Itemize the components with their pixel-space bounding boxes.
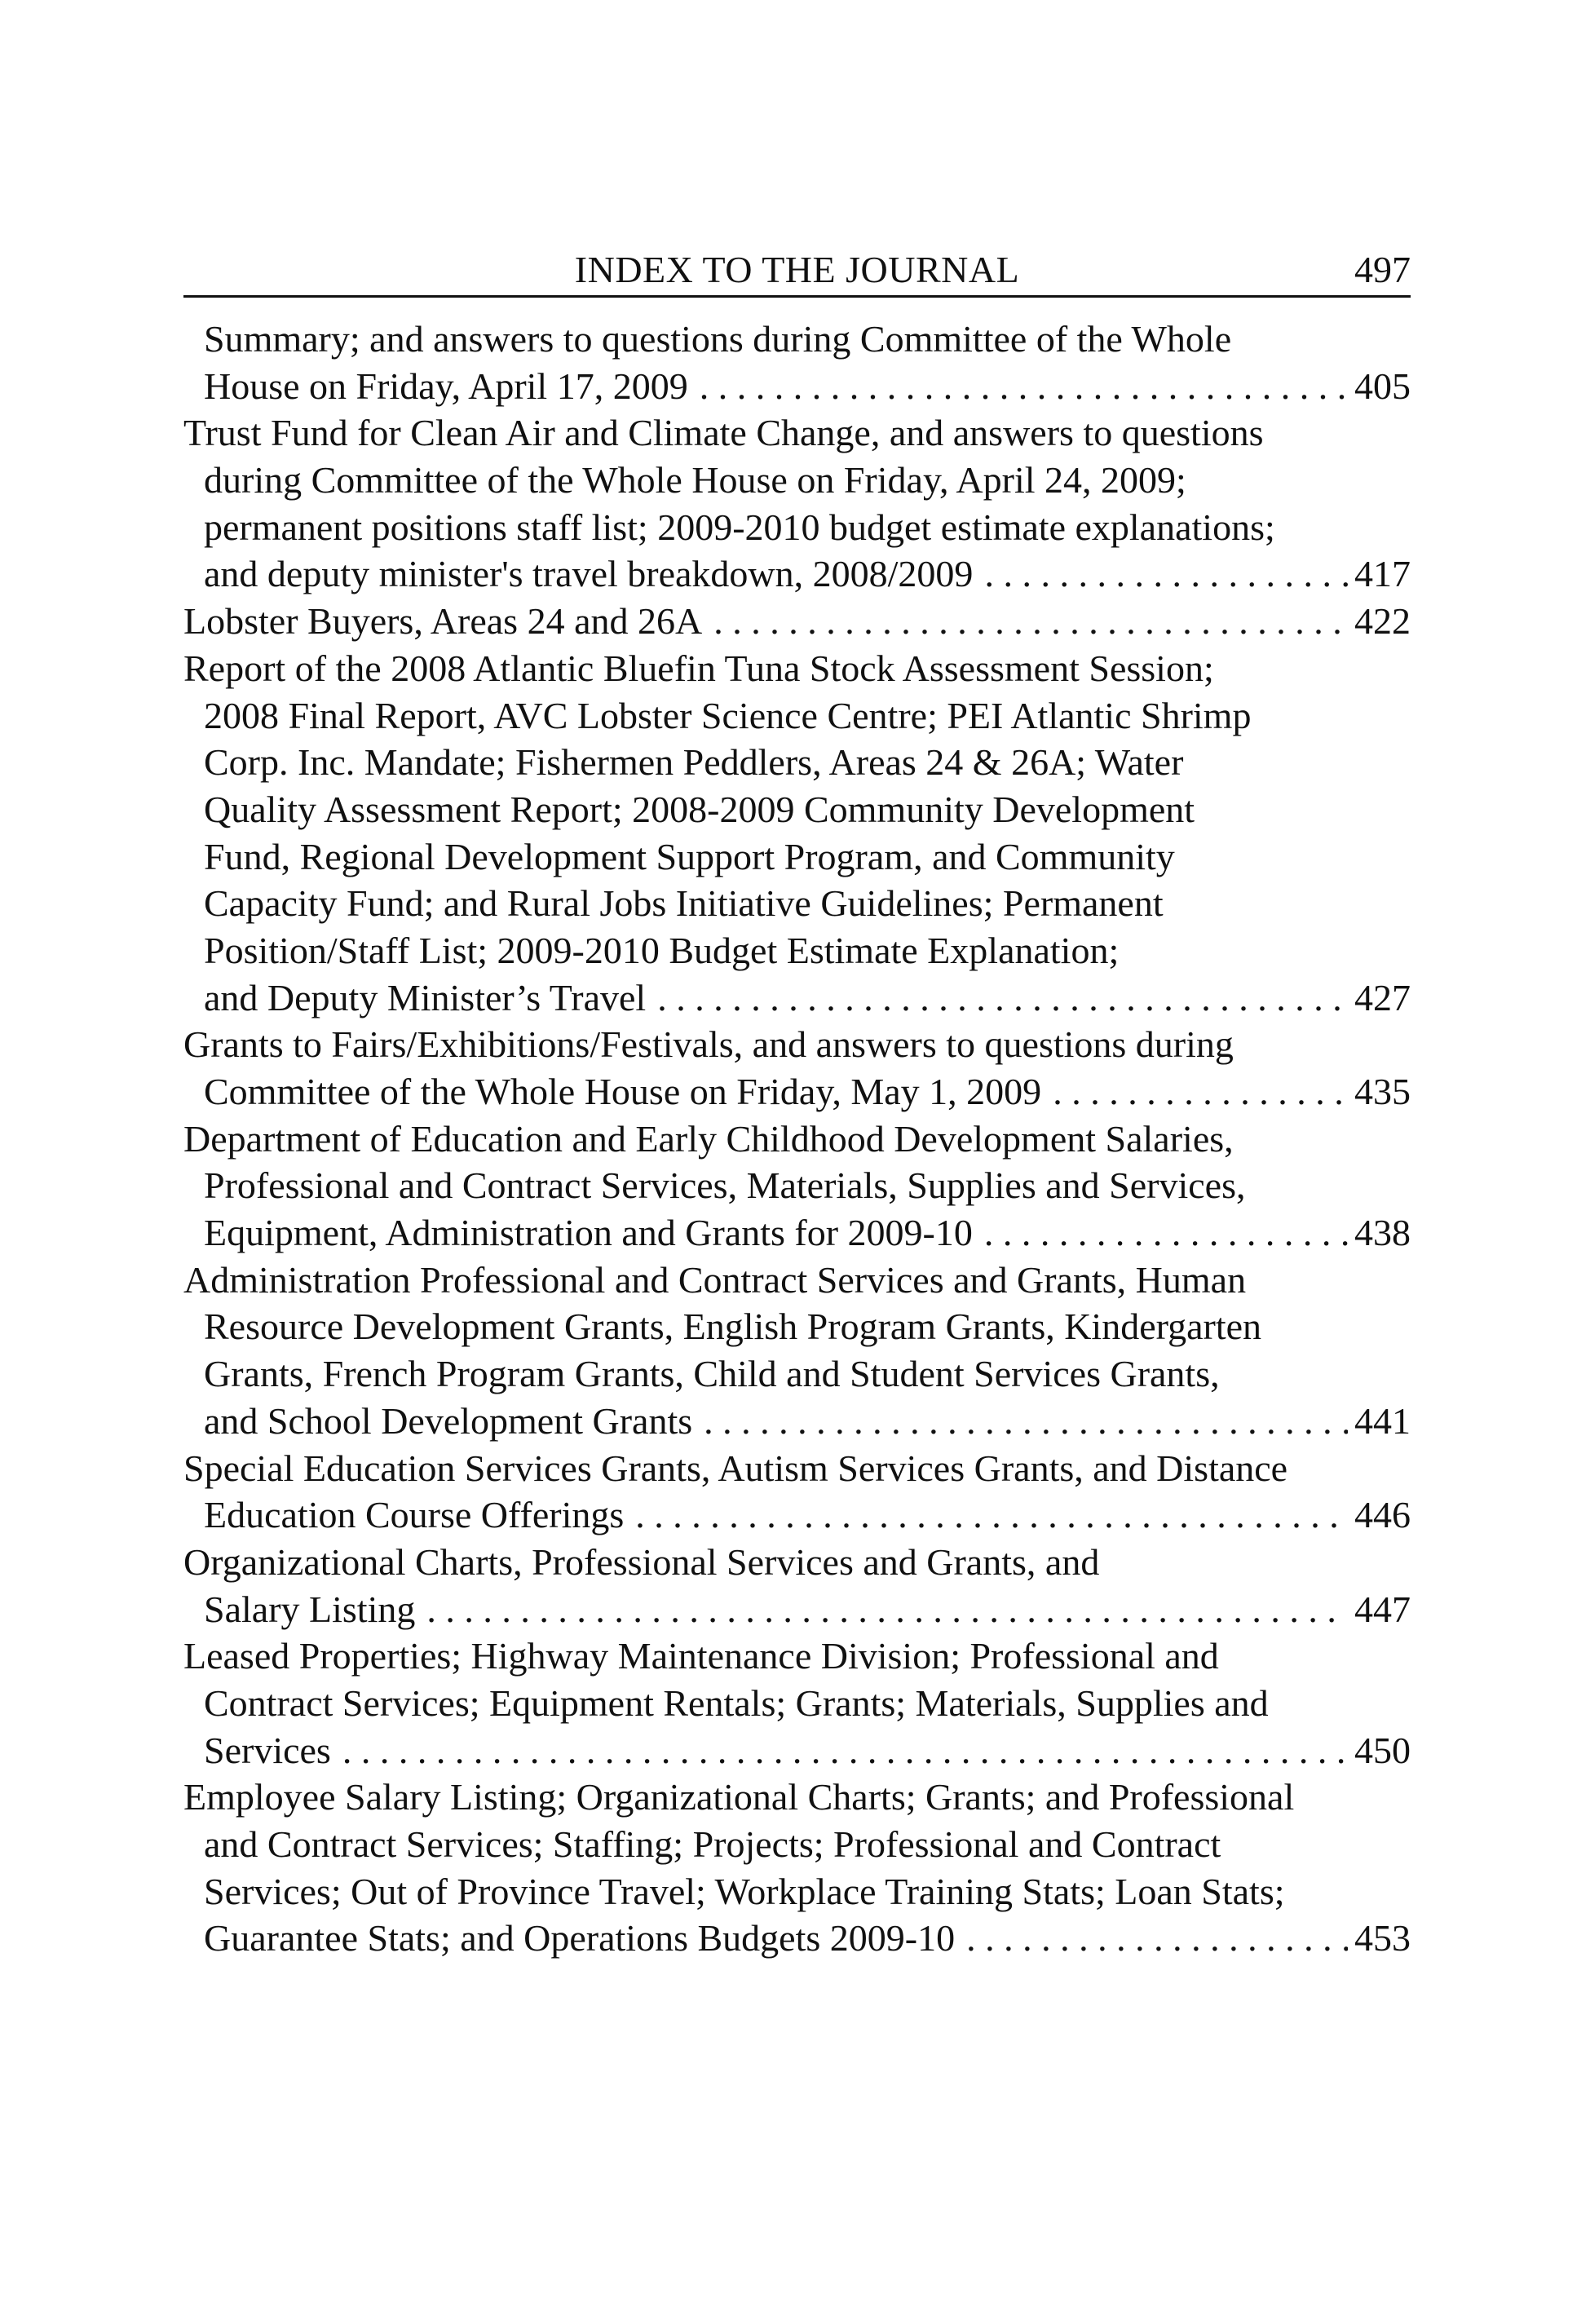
entry-page-number: 447 (1354, 1588, 1411, 1630)
index-entry-line (183, 1162, 1411, 1209)
index-entry-line (183, 1727, 1411, 1774)
entry-text: Corp. Inc. Mandate; Fishermen Peddlers, Areas 24 & 26A; Water (204, 741, 1184, 784)
index-entry-line (183, 786, 1411, 833)
entry-page-number: 441 (1354, 1399, 1411, 1442)
dot-leader (700, 363, 1348, 410)
index-entry-line (183, 504, 1411, 551)
dot-leader (635, 1491, 1348, 1539)
index-entry (183, 645, 1411, 1022)
entry-text: Trust Fund for Clean Air and Climate Change, and answers to questions (183, 412, 1264, 454)
entry-text: during Committee of the Whole House on Friday, April 24, 2009; (204, 459, 1186, 501)
index-entry-line (183, 598, 1411, 645)
entry-text: House on Friday, April 17, 2009 (204, 365, 688, 407)
entry-text: Employee Salary Listing; Organizational Charts; Grants; and Professional (183, 1776, 1295, 1818)
index-entry (183, 316, 1411, 409)
index-entry (183, 1774, 1411, 1962)
index-entry-line (183, 1398, 1411, 1445)
entry-text: Guarantee Stats; and Operations Budgets 2009-10 (204, 1917, 956, 1959)
entry-page-number: 446 (1354, 1494, 1411, 1536)
entry-text: Education Course Offerings (204, 1494, 625, 1536)
entry-text: Capacity Fund; and Rural Jobs Initiative Guidelines; Permanent (204, 882, 1164, 925)
index-entry-line (183, 1915, 1411, 1962)
index-entry-line (183, 1633, 1411, 1680)
dot-leader (984, 1209, 1348, 1257)
entry-text: Contract Services; Equipment Rentals; Grants; Materials, Supplies and (204, 1681, 1269, 1724)
page-title: INDEX TO THE JOURNAL (574, 249, 1020, 290)
entry-text: Fund, Regional Development Support Program, and Community (204, 835, 1175, 877)
entry-page-number: 453 (1354, 1917, 1411, 1959)
entry-text: Department of Education and Early Childhood Development Salaries, (183, 1117, 1234, 1160)
dot-leader (426, 1586, 1348, 1633)
index-entry-line (183, 316, 1411, 363)
index-entry-line (183, 1303, 1411, 1350)
entry-text: Services (204, 1729, 331, 1771)
index-entry-line (183, 1209, 1411, 1257)
index-entry-line (183, 1445, 1411, 1492)
entry-text: Position/Staff List; 2009-2010 Budget Estimate Explanation; (204, 929, 1120, 971)
index-entry-line (183, 1774, 1411, 1821)
entry-text: Leased Properties; Highway Maintenance Division; Professional and (183, 1635, 1219, 1677)
index-entry-line (183, 1021, 1411, 1068)
index-entry-line (183, 1586, 1411, 1633)
index-entry-line (183, 363, 1411, 410)
index-entry-line (183, 974, 1411, 1022)
index-entry-line (183, 739, 1411, 786)
entry-text: Summary; and answers to questions during Committee of the Whole (204, 318, 1232, 360)
entry-page-number: 438 (1354, 1212, 1411, 1254)
dot-leader (713, 598, 1348, 645)
index-entry-line (183, 1821, 1411, 1868)
entry-text: Services; Out of Province Travel; Workplace Training Stats; Loan Stats; (204, 1870, 1285, 1912)
index-entry-line (183, 457, 1411, 504)
index-entry-line (183, 409, 1411, 457)
entry-page-number: 427 (1354, 976, 1411, 1018)
index-entry-line (183, 1257, 1411, 1304)
index-entry (183, 1539, 1411, 1633)
entry-text: and Contract Services; Staffing; Projects; Professional and Contract (204, 1823, 1221, 1865)
running-header (183, 245, 1411, 298)
index-entry-line (183, 1539, 1411, 1586)
index-entry-line (183, 880, 1411, 927)
entry-text: and School Development Grants (204, 1399, 693, 1442)
entry-page-number: 422 (1354, 600, 1411, 643)
index-entry-line (183, 1491, 1411, 1539)
index-entry (183, 1116, 1411, 1257)
index-entry (183, 598, 1411, 645)
index-entry (183, 1021, 1411, 1115)
entry-text: Professional and Contract Services, Materials, Supplies and Services, (204, 1164, 1246, 1207)
index-entry (183, 1445, 1411, 1539)
index-page (183, 245, 1411, 1962)
entry-text: Grants to Fairs/Exhibitions/Festivals, and answers to questions during (183, 1023, 1234, 1066)
entry-text: Grants, French Program Grants, Child and Student Services Grants, (204, 1353, 1220, 1395)
entry-text: Committee of the Whole House on Friday, May 1, 2009 (204, 1071, 1042, 1112)
entry-text: and deputy minister's travel breakdown, 2008/2009 (204, 553, 974, 595)
index-entry-line (183, 550, 1411, 598)
entry-text: Equipment, Administration and Grants for 2009-10 (204, 1212, 973, 1254)
index-entry-line (183, 1116, 1411, 1163)
dot-leader (704, 1398, 1348, 1445)
entry-page-number: 417 (1354, 553, 1411, 595)
index-entry-line (183, 1068, 1411, 1116)
entry-text: Special Education Services Grants, Autism Services Grants, and Distance (183, 1447, 1288, 1489)
index-entry (183, 1633, 1411, 1774)
index-entry-line (183, 645, 1411, 692)
dot-leader (657, 974, 1348, 1022)
index-entry-line (183, 1868, 1411, 1915)
entry-text: permanent positions staff list; 2009-2010 budget estimate explanations; (204, 506, 1275, 548)
dot-leader (984, 550, 1348, 598)
dot-leader (342, 1727, 1348, 1774)
index-entry (183, 1257, 1411, 1445)
index-entry-line (183, 692, 1411, 740)
entry-page-number: 450 (1354, 1729, 1411, 1771)
entry-text: Lobster Buyers, Areas 24 and 26A (183, 600, 703, 643)
index-entry (183, 409, 1411, 598)
entry-text: Quality Assessment Report; 2008-2009 Community Development (204, 788, 1195, 830)
entry-text: Report of the 2008 Atlantic Bluefin Tuna Stock Assessment Session; (183, 647, 1214, 689)
index-entry-line (183, 1350, 1411, 1398)
index-entry-line (183, 927, 1411, 974)
entry-text: Resource Development Grants, English Program Grants, Kindergarten (204, 1306, 1262, 1348)
dot-leader (966, 1915, 1348, 1962)
index-entry-line (183, 1680, 1411, 1727)
entry-text: 2008 Final Report, AVC Lobster Science Centre; PEI Atlantic Shrimp (204, 694, 1252, 736)
entry-text: Organizational Charts, Professional Services and Grants, and (183, 1540, 1100, 1583)
index-entry-list (183, 316, 1411, 1962)
index-entry-line (183, 833, 1411, 881)
entry-page-number: 405 (1354, 365, 1411, 407)
dot-leader (1053, 1068, 1348, 1116)
entry-text: and Deputy Minister’s Travel (204, 976, 647, 1018)
entry-text: Administration Professional and Contract Services and Grants, Human (183, 1258, 1247, 1301)
page-number: 497 (1354, 249, 1411, 290)
entry-text: Salary Listing (204, 1588, 416, 1630)
entry-page-number: 435 (1354, 1071, 1411, 1112)
